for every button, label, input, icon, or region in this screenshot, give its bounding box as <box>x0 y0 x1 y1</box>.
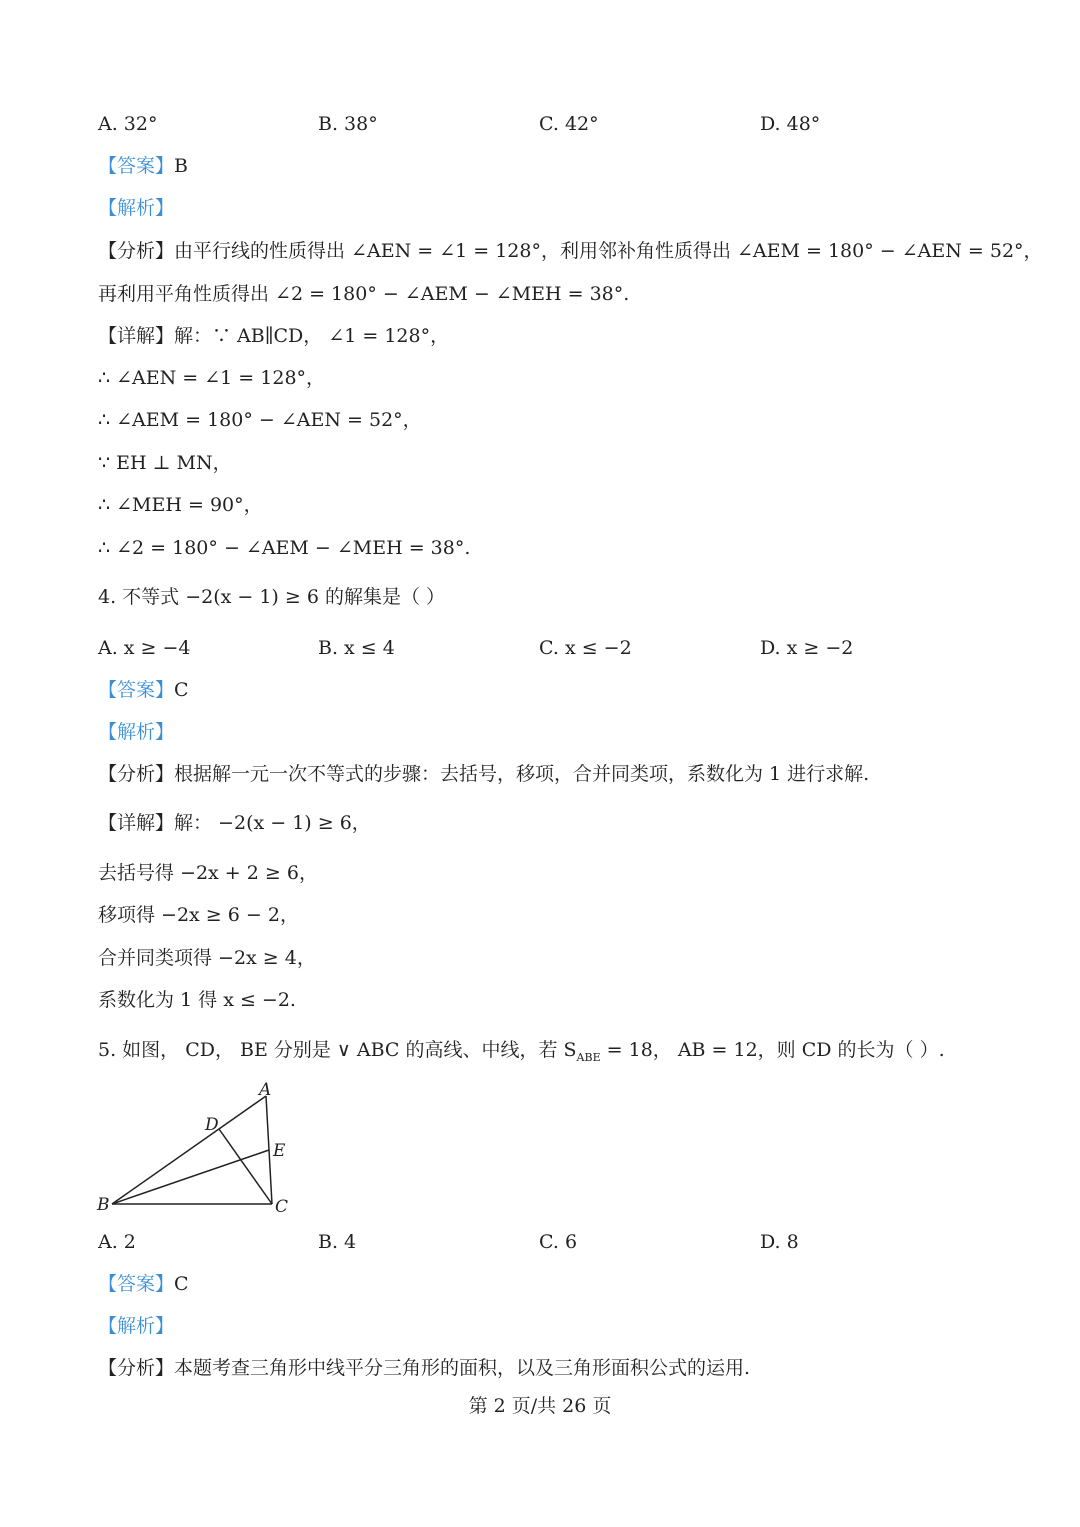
q5-question-post: = 18， AB = 12，则 CD 的长为（ ）. <box>600 1039 945 1061</box>
q4-option-c: C. x ≤ −2 <box>539 637 632 659</box>
q4-option-a: A. x ≥ −4 <box>98 637 191 659</box>
q5-question <box>98 1036 945 1072</box>
q3-fenxi-line2: 再利用平角性质得出 ∠2 = 180° − ∠AEM − ∠MEH = 38°. <box>98 283 630 305</box>
vertex-label-c: C <box>275 1197 289 1217</box>
q5-option-b: B. 4 <box>318 1231 357 1253</box>
q4-question: 4. 不等式 −2(x − 1) ≥ 6 的解集是（ ） <box>98 586 446 608</box>
xiangjie-text: 解： −2(x − 1) ≥ 6， <box>174 812 371 834</box>
fenxi-tag: 【分析】 <box>98 240 175 262</box>
jiexi-tag: 【解析】 <box>98 721 175 743</box>
q3-step-5: ∴ ∠MEH = 90°， <box>98 494 263 516</box>
fenxi-tag: 【分析】 <box>98 763 175 785</box>
q5-option-c: C. 6 <box>539 1231 578 1253</box>
q3-xiangjie <box>98 322 449 350</box>
q4-step-2: 移项得 −2x ≥ 6 − 2， <box>98 904 299 926</box>
q4-answer <box>98 676 189 704</box>
side-ba <box>112 1096 266 1204</box>
q4-fenxi <box>98 760 869 788</box>
altitude-cd <box>219 1129 272 1204</box>
q5-option-a: A. 2 <box>98 1231 136 1253</box>
q4-step-4: 系数化为 1 得 x ≤ −2. <box>98 989 296 1011</box>
q3-option-b: B. 38° <box>318 113 378 135</box>
q4-option-d: D. x ≥ −2 <box>760 637 854 659</box>
q4-option-b: B. x ≤ 4 <box>318 637 395 659</box>
step-text: 解：∵ AB∥CD， ∠1 = 128°， <box>174 325 450 347</box>
q5-question-pre: 5. 如图， CD， BE 分别是 ∨ ABC 的高线、中线，若 S <box>98 1039 577 1061</box>
q3-jiexi <box>98 194 174 222</box>
page-footer: 第 2 页/共 26 页 <box>468 1395 612 1417</box>
q5-jiexi <box>98 1312 174 1340</box>
answer-value: C <box>174 1273 189 1295</box>
xiangjie-tag: 【详解】 <box>98 325 175 347</box>
q3-step-2: ∴ ∠AEN = ∠1 = 128°， <box>98 367 326 389</box>
fenxi-text: 本题考查三角形中线平分三角形的面积，以及三角形面积公式的运用. <box>174 1357 751 1379</box>
fenxi-text: 根据解一元一次不等式的步骤：去括号，移项，合并同类项，系数化为 1 进行求解. <box>174 763 870 785</box>
q5-fenxi <box>98 1354 750 1382</box>
answer-tag: 【答案】 <box>98 1273 175 1295</box>
answer-value: B <box>174 155 188 177</box>
triangle-figure <box>92 1078 302 1218</box>
point-label-d: D <box>205 1115 219 1135</box>
median-be <box>112 1150 269 1204</box>
q3-fenxi-line1 <box>98 237 1043 265</box>
vertex-label-a: A <box>259 1080 272 1100</box>
jiexi-tag: 【解析】 <box>98 1315 175 1337</box>
q4-xiangjie <box>98 809 371 837</box>
answer-tag: 【答案】 <box>98 679 175 701</box>
q3-answer <box>98 152 188 180</box>
q3-step-6: ∴ ∠2 = 180° − ∠AEM − ∠MEH = 38°. <box>98 537 471 559</box>
fenxi-tag: 【分析】 <box>98 1357 175 1379</box>
jiexi-tag: 【解析】 <box>98 197 175 219</box>
q4-step-3: 合并同类项得 −2x ≥ 4， <box>98 947 316 969</box>
q5-answer <box>98 1270 189 1298</box>
q3-option-c: C. 42° <box>539 113 599 135</box>
q5-question-sub: ABE <box>576 1050 601 1064</box>
q3-option-a: A. 32° <box>98 113 158 135</box>
q3-step-3: ∴ ∠AEM = 180° − ∠AEN = 52°， <box>98 409 422 431</box>
q4-step-1: 去括号得 −2x + 2 ≥ 6， <box>98 862 318 884</box>
vertex-label-b: B <box>97 1195 110 1215</box>
answer-tag: 【答案】 <box>98 155 175 177</box>
fenxi-text: 由平行线的性质得出 ∠AEN = ∠1 = 128°，利用邻补角性质得出 ∠AEM = 180° − ∠AEN = 52°， <box>174 240 1043 262</box>
point-label-e: E <box>273 1141 286 1161</box>
q4-jiexi <box>98 718 174 746</box>
q3-step-4: ∵ EH ⊥ MN， <box>98 452 232 474</box>
xiangjie-tag: 【详解】 <box>98 812 175 834</box>
answer-value: C <box>174 679 189 701</box>
q3-option-d: D. 48° <box>760 113 821 135</box>
q5-option-d: D. 8 <box>760 1231 799 1253</box>
